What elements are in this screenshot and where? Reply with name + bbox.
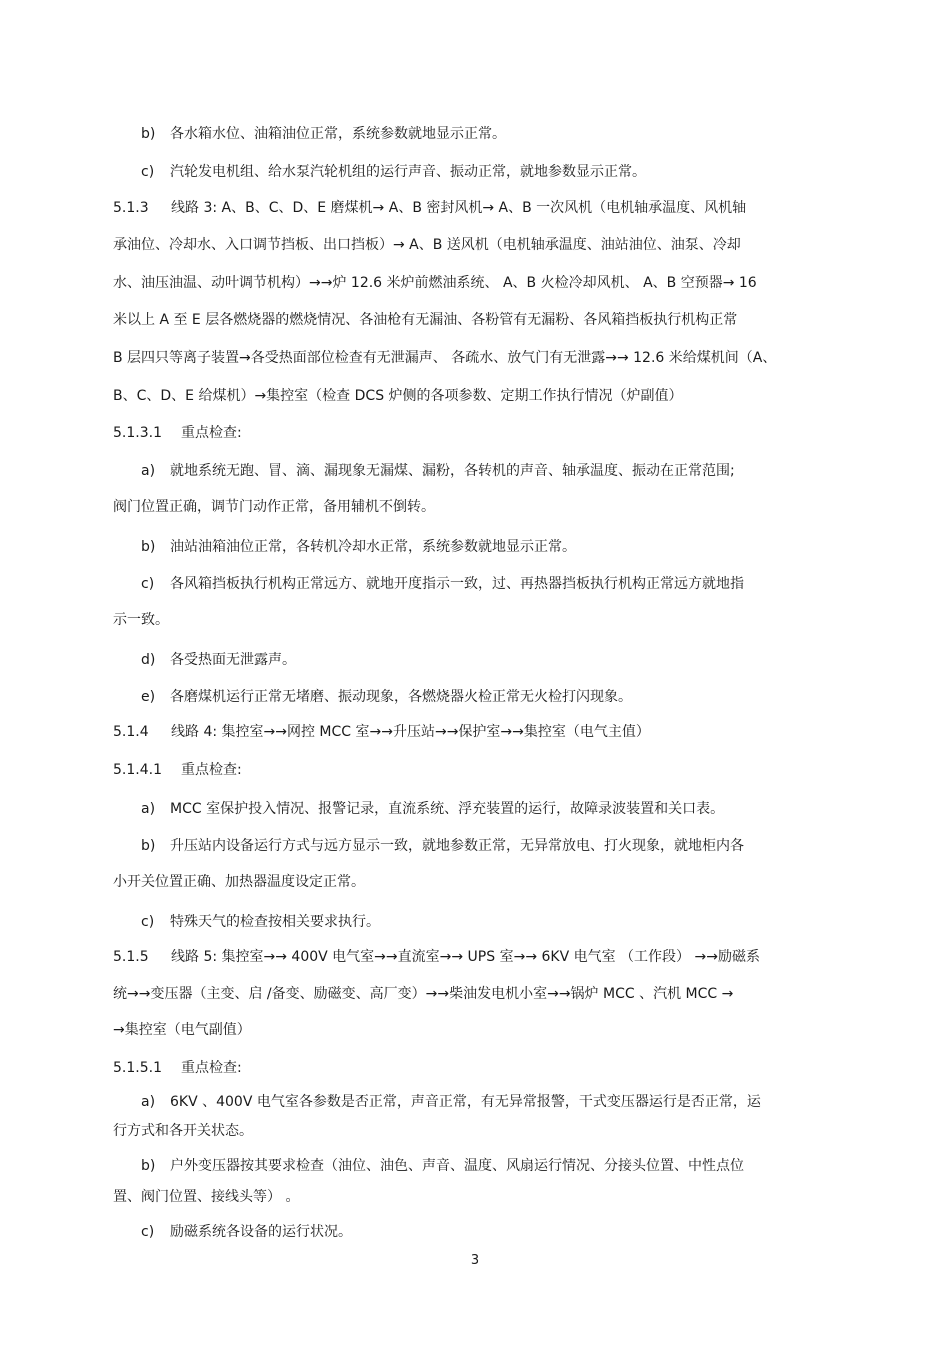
section-5-1-3-cont: B 层四只等离子装置→各受热面部位检查有无泄漏声、 各疏水、放气门有无泄露→→ 12.6 米给煤机间（A、	[113, 350, 777, 366]
item-c-windbox: c) 各风箱挡板执行机构正常远方、就地开度指示一致，过、再热器挡板执行机构正常远方就地指	[141, 576, 744, 592]
section-5-1-3-cont: B、C、D、E 给煤机）→集控室（检查 DCS 炉侧的各项参数、定期工作执行情况（炉副值）	[113, 388, 683, 404]
section-5-1-3-cont: 水、油压油温、动叶调节机构）→→炉 12.6 米炉前燃油系统、 A、B 火检冷却风机、 A、B 空预器→ 16	[113, 275, 757, 291]
item-c-weather: c) 特殊天气的检查按相关要求执行。	[141, 914, 380, 930]
section-5-1-5-heading: 5.1.5 线路 5: 集控室→→ 400V 电气室→→直流室→→ UPS 室→→ 6KV 电气室 （工作段） →→励磁系	[113, 949, 760, 965]
section-5-1-4-1-heading: 5.1.4.1 重点检查:	[113, 762, 242, 778]
section-5-1-5-cont: 统→→变压器（主变、启 /备变、励磁变、高厂变）→→柴油发电机小室→→锅炉 MCC 、汽机 MCC →	[113, 986, 734, 1002]
page-number: 3	[470, 1253, 480, 1268]
section-5-1-3-cont: 承油位、冷却水、入口调节挡板、出口挡板）→ A、B 送风机（电机轴承温度、油站油位、油泵、冷却	[113, 237, 741, 253]
item-c-excitation: c) 励磁系统各设备的运行状况。	[141, 1224, 352, 1240]
item-c-cont: 示一致。	[113, 612, 169, 628]
section-5-1-4-heading: 5.1.4 线路 4: 集控室→→网控 MCC 室→→升压站→→保护室→→集控室（电气主值）	[113, 724, 650, 740]
item-a-cont: 行方式和各开关状态。	[113, 1123, 253, 1139]
item-b-cont: 置、阀门位置、接线头等） 。	[113, 1189, 300, 1205]
item-a-cont: 阀门位置正确，调节门动作正常，备用辅机不倒转。	[113, 499, 435, 515]
item-c-turbine: c) 汽轮发电机组、给水泵汽轮机组的运行声音、振动正常，就地参数显示正常。	[141, 164, 646, 180]
item-a-electrical-room: a) 6KV 、400V 电气室各参数是否正常，声音正常，有无异常报警，干式变压器运行是否正常，运	[141, 1094, 761, 1110]
item-b-substation: b) 升压站内设备运行方式与远方显示一致，就地参数正常，无异常放电、打火现象，就地柜内各	[141, 838, 744, 854]
section-5-1-5-cont: →集控室（电气副值）	[113, 1022, 251, 1038]
item-e-mills: e) 各磨煤机运行正常无堵磨、振动现象，各燃烧器火检正常无火检打闪现象。	[141, 689, 632, 705]
item-b-water-tank: b) 各水箱水位、油箱油位正常，系统参数就地显示正常。	[141, 126, 506, 142]
item-b-outdoor-transformer: b) 户外变压器按其要求检查（油位、油色、声音、温度、风扇运行情况、分接头位置、中性点位	[141, 1158, 744, 1174]
item-a-field-system: a) 就地系统无跑、冒、滴、漏现象无漏煤、漏粉，各转机的声音、轴承温度、振动在正常范围;	[141, 463, 735, 479]
item-b-oil-station: b) 油站油箱油位正常，各转机冷却水正常，系统参数就地显示正常。	[141, 539, 576, 555]
section-5-1-3-1-heading: 5.1.3.1 重点检查:	[113, 425, 242, 441]
item-a-mcc-room: a) MCC 室保护投入情况、报警记录，直流系统、浮充装置的运行，故障录波装置和关口表。	[141, 801, 725, 817]
item-d-heating-surface: d) 各受热面无泄露声。	[141, 652, 296, 668]
section-5-1-3-heading: 5.1.3 线路 3: A、B、C、D、E 磨煤机→ A、B 密封风机→ A、B 一次风机（电机轴承温度、风机轴	[113, 200, 747, 216]
item-b-cont: 小开关位置正确、加热器温度设定正常。	[113, 874, 365, 890]
section-5-1-3-cont: 米以上 A 至 E 层各燃烧器的燃烧情况、各油枪有无漏油、各粉管有无漏粉、各风箱挡板执行机构正常	[113, 312, 738, 328]
section-5-1-5-1-heading: 5.1.5.1 重点检查:	[113, 1060, 242, 1076]
